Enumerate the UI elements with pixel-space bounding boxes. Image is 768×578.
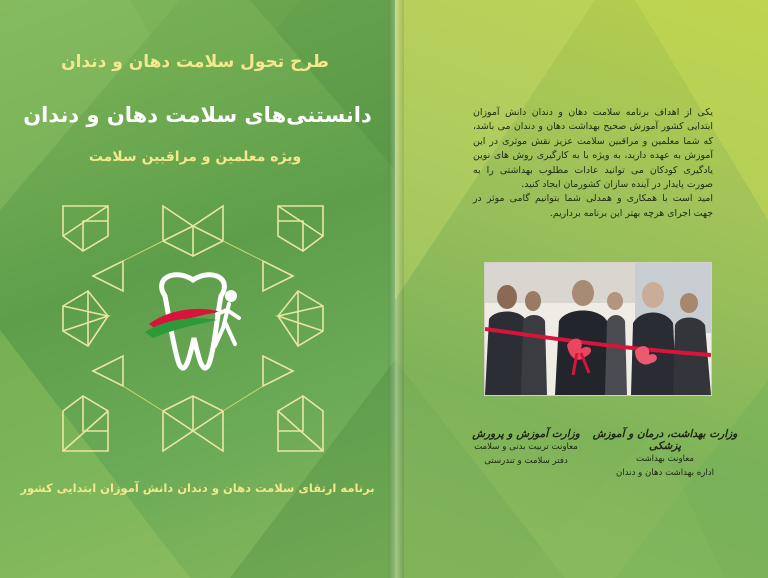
- brochure-spine-fold: [388, 0, 404, 578]
- signature-health-ministry: [590, 428, 740, 480]
- tooth-child-logo-icon: [145, 275, 239, 368]
- intro-text: [473, 106, 713, 221]
- health-ministry-name: وزارت بهداشت، درمان و آموزش پزشکی: [592, 428, 738, 452]
- geometric-frame-pattern: [53, 196, 333, 461]
- health-deputy: معاونت بهداشت: [636, 454, 694, 464]
- inside-page: [395, 0, 768, 578]
- intro-paragraph-2: امید است با همکاری و همدلی شما بتوانیم گامی موثر در جهت اجرای هرچه بهتر این برنامه برداریم.: [473, 193, 713, 219]
- education-ministry-name: وزارت آموزش و پرورش: [472, 428, 580, 440]
- health-wellness-office: دفتر سلامت و تندرستی: [484, 456, 568, 466]
- oral-health-office: اداره بهداشت دهان و دندان: [616, 468, 714, 478]
- ribbon-cutting-photo: [484, 262, 712, 396]
- project-title: طرح تحول سلامت دهان و دندان: [61, 52, 329, 72]
- main-title: دانستنی‌های سلامت دهان و دندان: [23, 103, 372, 127]
- physical-education-deputy: معاونت تربیت بدنی و سلامت: [474, 442, 578, 452]
- intro-paragraph-1: یکی از اهداف برنامه سلامت دهان و دندان دانش آموزان ابتدایی کشور آموزش صحیح بهداشت دهان و دندان می باشد، که شما معلمین و مراقبین سلامت عزیز نقش موثری در این آموزش به عهده دارید، به ویژه با به کارگیری روش های نوین یادگیری کودکان می توانید عادات مطلوب بهداشتی را به صورت پایدار در آینده سازان کشورمان ایجاد کنید.: [473, 107, 713, 191]
- signature-education-ministry: [461, 428, 591, 468]
- subtitle: ویژه معلمین و مراقبین سلامت: [88, 149, 302, 165]
- program-line: برنامه ارتقای سلامت دهان و دندان دانش آموزان ابتدایی کشور: [20, 481, 375, 495]
